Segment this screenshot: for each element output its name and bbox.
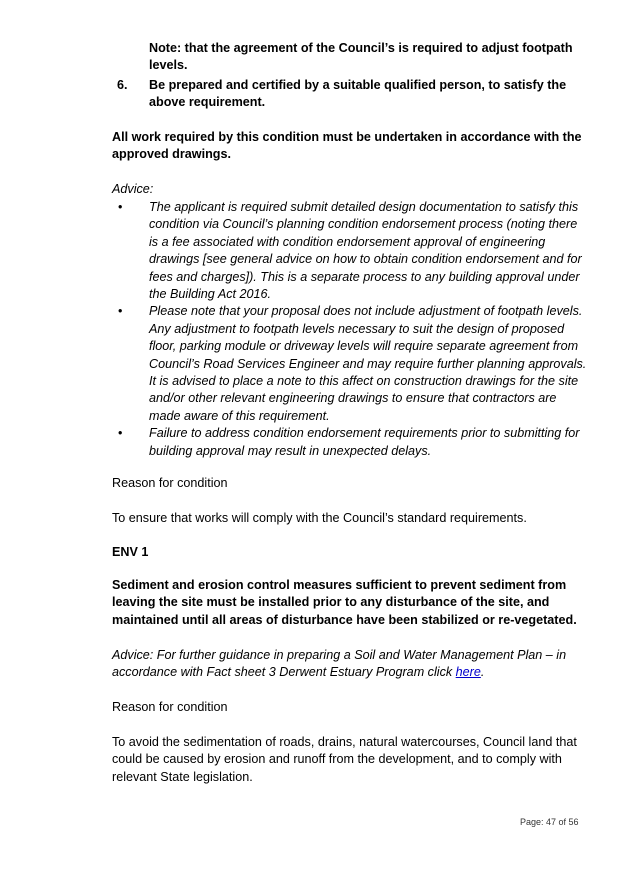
bullet-icon: • <box>118 200 123 214</box>
reason-label: Reason for condition <box>112 700 228 714</box>
bullet-text: Please note that your proposal does not include adjustment of footpath levels. Any adjustment to footpath levels necessary to suit the design of proposed floor, parking module or driveway levels will require separate agreement from Council’s Road Services Engineer and may require further planning approvals. It is advised to place a note to this affect on construction drawings for the site and/or other relevant engineering drawings to ensure that contractors are made aware of this requirement. <box>149 304 587 423</box>
condition-heading: ENV 1 <box>112 545 149 559</box>
bullet-text: The applicant is required submit detailed design documentation to satisfy this condition via Council’s planning condition endorsement process (noting there is a fee associated with condition endorsement approval of engineering drawings [see general advice on how to obtain condition endorsement and for fees and charges]). This is a separate process to any building approval under the Building Act 2016. <box>149 200 582 302</box>
page-number: Page: 47 of 56 <box>520 817 579 827</box>
reason-text: To avoid the sedimentation of roads, drains, natural watercourses, Council land that could be caused by erosion and runoff from the development, and to comply with relevant State legislation. <box>112 735 577 784</box>
list-item <box>118 425 588 460</box>
advice-paragraph <box>112 647 590 682</box>
sediment-condition: Sediment and erosion control measures sufficient to prevent sediment from leaving the site must be installed prior to any disturbance of the site, and maintained until all areas of disturbance have been stabilized or re-vegetated. <box>112 578 577 627</box>
reason-text: To ensure that works will comply with the Council’s standard requirements. <box>112 511 527 525</box>
advice-text: Advice: For further guidance in preparing a Soil and Water Management Plan – in accordance with Fact sheet 3 Derwent Estuary Program click <box>112 648 567 680</box>
list-item <box>118 199 588 303</box>
advice-end: . <box>480 665 485 680</box>
advice-label: Advice: <box>112 182 154 196</box>
reason-label: Reason for condition <box>112 476 228 490</box>
advice-bullet-list <box>118 199 588 460</box>
list-item <box>118 303 588 425</box>
bullet-text: Failure to address condition endorsement requirements prior to submitting for building approval may result in unexpected delays. <box>149 426 580 458</box>
item-number: 6. <box>117 78 128 92</box>
bullet-icon: • <box>118 426 123 441</box>
item-text: Be prepared and certified by a suitable qualified person, to satisfy the above requirement. <box>149 78 567 110</box>
all-work-statement: All work required by this condition must be undertaken in accordance with the approved drawings. <box>112 130 582 162</box>
numbered-item-6 <box>117 77 587 112</box>
footpath-note: Note: that the agreement of the Council’s is required to adjust footpath levels. <box>149 41 573 73</box>
here-link[interactable]: here <box>455 665 481 680</box>
bullet-icon: • <box>118 304 123 319</box>
